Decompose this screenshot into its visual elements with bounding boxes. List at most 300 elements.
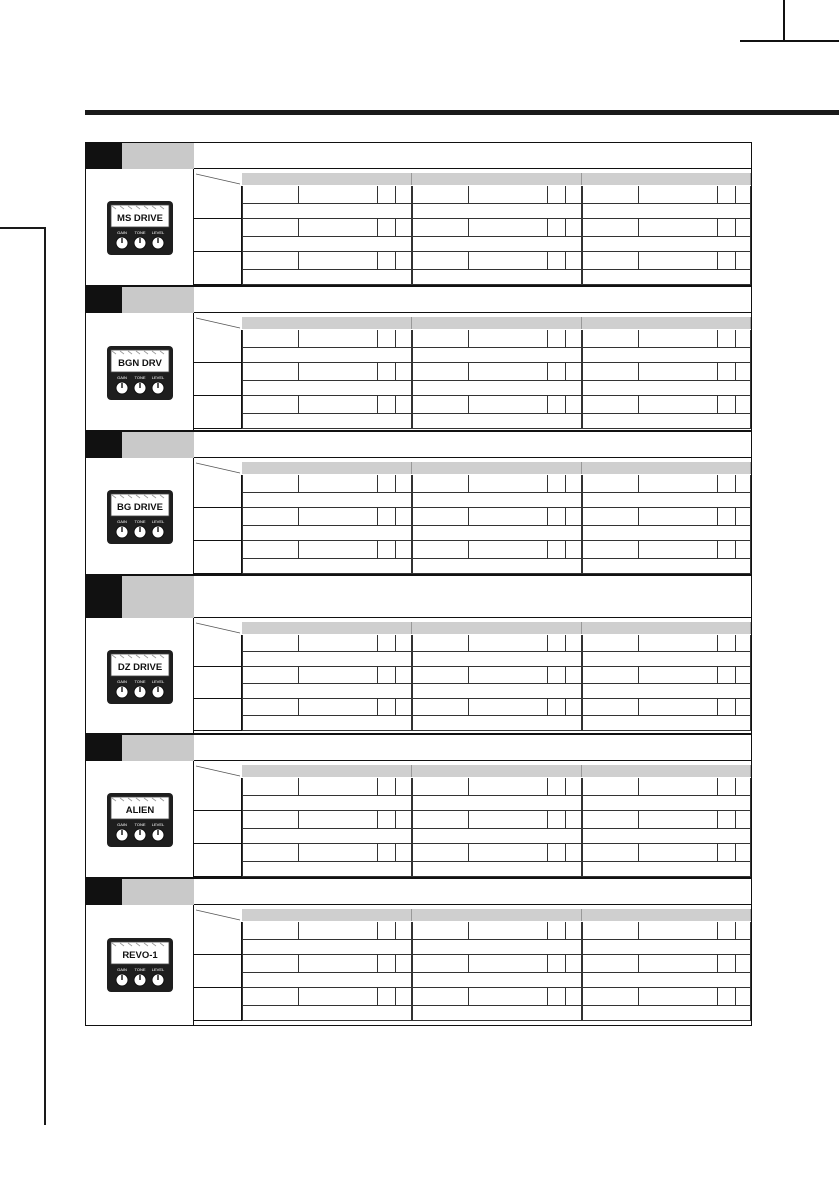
- parameter-row-divider: [242, 507, 751, 508]
- parameter-cell-divider: [377, 219, 378, 236]
- parameter-column-header: [242, 765, 412, 777]
- parameter-cell-divider: [377, 699, 378, 715]
- effect-name: [122, 879, 194, 905]
- pedal-label: ALIEN: [125, 805, 154, 816]
- parameter-cell-divider: [412, 330, 413, 363]
- parameter-cell-divider: [750, 396, 751, 429]
- effect-parameter-table: [85, 142, 752, 1026]
- parameter-cell-divider: [395, 396, 396, 413]
- parameter-subrow-divider: [242, 1005, 751, 1006]
- parameter-cell-divider: [242, 811, 243, 844]
- parameter-cell-divider: [242, 475, 243, 508]
- parameter-cell-divider: [412, 844, 413, 877]
- parameter-cell-divider: [717, 811, 718, 828]
- parameter-cell-divider: [395, 955, 396, 972]
- parameter-cell-divider: [582, 508, 583, 541]
- parameter-cell-divider: [377, 475, 378, 492]
- parameter-cell-divider: [547, 811, 548, 828]
- parameter-cell-divider: [582, 988, 583, 1021]
- parameter-grid: [194, 458, 751, 576]
- effect-pedal-image: [86, 761, 194, 879]
- parameter-row-label: [194, 699, 242, 731]
- parameter-cell-divider: [750, 922, 751, 955]
- parameter-cell-divider: [638, 396, 639, 413]
- parameter-cell-divider: [468, 363, 469, 380]
- parameter-row-label: [194, 219, 242, 252]
- parameter-cell-divider: [377, 844, 378, 861]
- parameter-row-label: [194, 988, 242, 1021]
- parameter-cell-divider: [468, 844, 469, 861]
- parameter-cell-divider: [298, 635, 299, 651]
- parameter-column-header: [242, 173, 412, 185]
- effect-name: [122, 432, 194, 458]
- parameter-cell-divider: [547, 699, 548, 715]
- parameter-row-label: [194, 844, 242, 877]
- parameter-cell-divider: [735, 508, 736, 525]
- parameter-cell-divider: [582, 635, 583, 667]
- bgn-drive-pedal-icon: [106, 345, 174, 401]
- pedal-label: BGN DRV: [117, 357, 162, 369]
- parameter-row-divider: [242, 428, 751, 429]
- parameter-cell-divider: [638, 667, 639, 683]
- parameter-cell-divider: [750, 186, 751, 219]
- parameter-cell-divider: [298, 844, 299, 861]
- parameter-cell-divider: [565, 699, 566, 715]
- parameter-cell-divider: [242, 922, 243, 955]
- parameter-column-header: [412, 765, 582, 777]
- parameter-cell-divider: [750, 699, 751, 731]
- parameter-cell-divider: [547, 922, 548, 939]
- parameter-column-header: [582, 173, 751, 185]
- parameter-subrow-divider: [242, 828, 751, 829]
- parameter-cell-divider: [582, 475, 583, 508]
- parameter-cell-divider: [547, 778, 548, 795]
- parameter-column-header: [582, 765, 751, 777]
- crop-mark-horizontal: [740, 40, 839, 42]
- parameter-cell-divider: [717, 252, 718, 269]
- parameter-row-divider: [242, 954, 751, 955]
- parameter-cell-divider: [638, 922, 639, 939]
- parameter-cell-divider: [412, 396, 413, 429]
- parameter-cell-divider: [638, 363, 639, 380]
- knob-label: TONE: [133, 230, 146, 235]
- parameter-grid: [194, 169, 751, 287]
- parameter-cell-divider: [412, 186, 413, 219]
- parameter-cell-divider: [242, 541, 243, 574]
- parameter-cell-divider: [717, 396, 718, 413]
- parameter-cell-divider: [565, 955, 566, 972]
- parameter-cell-divider: [547, 396, 548, 413]
- parameter-cell-divider: [395, 922, 396, 939]
- parameter-cell-divider: [565, 186, 566, 203]
- grid-corner-cell: [194, 909, 243, 921]
- parameter-row-divider: [242, 987, 751, 988]
- effect-name: [122, 735, 194, 761]
- parameter-cell-divider: [547, 363, 548, 380]
- parameter-cell-divider: [377, 667, 378, 683]
- effect-block: [86, 879, 751, 1025]
- parameter-cell-divider: [750, 508, 751, 541]
- effect-number: [86, 287, 122, 313]
- parameter-cell-divider: [582, 186, 583, 219]
- parameter-cell-divider: [395, 508, 396, 525]
- parameter-cell-divider: [468, 186, 469, 203]
- parameter-cell-divider: [242, 363, 243, 396]
- knob-label: GAIN: [116, 519, 127, 524]
- parameter-cell-divider: [412, 219, 413, 252]
- diagonal-divider-icon: [194, 765, 242, 777]
- parameter-cell-divider: [298, 541, 299, 558]
- parameter-cell-divider: [717, 955, 718, 972]
- parameter-cell-divider: [412, 922, 413, 955]
- parameter-cell-divider: [638, 635, 639, 651]
- parameter-cell-divider: [298, 363, 299, 380]
- parameter-cell-divider: [735, 186, 736, 203]
- parameter-cell-divider: [750, 955, 751, 988]
- parameter-cell-divider: [298, 811, 299, 828]
- parameter-cell-divider: [582, 811, 583, 844]
- parameter-cell-divider: [395, 988, 396, 1005]
- parameter-cell-divider: [638, 955, 639, 972]
- parameter-cell-divider: [242, 955, 243, 988]
- parameter-cell-divider: [735, 778, 736, 795]
- parameter-column-header: [412, 462, 582, 474]
- knob-label: TONE: [133, 678, 146, 684]
- parameter-cell-divider: [377, 922, 378, 939]
- parameter-cell-divider: [298, 955, 299, 972]
- grid-corner-cell: [194, 622, 243, 634]
- parameter-cell-divider: [412, 955, 413, 988]
- parameter-cell-divider: [565, 219, 566, 236]
- parameter-cell-divider: [717, 667, 718, 683]
- parameter-cell-divider: [565, 988, 566, 1005]
- parameter-cell-divider: [638, 844, 639, 861]
- parameter-cell-divider: [242, 186, 243, 219]
- parameter-row-divider: [242, 666, 751, 667]
- parameter-subrow-divider: [242, 236, 751, 237]
- parameter-cell-divider: [547, 988, 548, 1005]
- parameter-cell-divider: [242, 252, 243, 285]
- parameter-cell-divider: [582, 667, 583, 699]
- parameter-cell-divider: [750, 778, 751, 811]
- parameter-cell-divider: [298, 778, 299, 795]
- parameter-cell-divider: [582, 330, 583, 363]
- parameter-cell-divider: [547, 219, 548, 236]
- parameter-row-label: [194, 363, 242, 396]
- parameter-column-header: [242, 909, 412, 921]
- effect-block: [86, 576, 751, 735]
- parameter-cell-divider: [412, 811, 413, 844]
- effect-description: [194, 576, 751, 618]
- parameter-cell-divider: [717, 508, 718, 525]
- parameter-cell-divider: [377, 955, 378, 972]
- effect-number: [86, 879, 122, 905]
- parameter-cell-divider: [395, 330, 396, 347]
- knob-label: LEVEL: [151, 374, 164, 380]
- parameter-cell-divider: [750, 811, 751, 844]
- effect-block: [86, 287, 751, 432]
- grid-corner-cell: [194, 173, 243, 185]
- parameter-cell-divider: [638, 186, 639, 203]
- parameter-cell-divider: [565, 508, 566, 525]
- parameter-cell-divider: [395, 363, 396, 380]
- parameter-cell-divider: [547, 541, 548, 558]
- diagonal-divider-icon: [194, 317, 242, 329]
- parameter-cell-divider: [298, 186, 299, 203]
- parameter-cell-divider: [242, 988, 243, 1021]
- effect-pedal-image: [86, 169, 194, 287]
- parameter-cell-divider: [468, 330, 469, 347]
- parameter-cell-divider: [638, 475, 639, 492]
- parameter-subrow-divider: [242, 525, 751, 526]
- parameter-cell-divider: [735, 635, 736, 651]
- parameter-cell-divider: [395, 844, 396, 861]
- parameter-cell-divider: [395, 699, 396, 715]
- parameter-cell-divider: [735, 363, 736, 380]
- parameter-cell-divider: [468, 635, 469, 651]
- parameter-cell-divider: [298, 475, 299, 492]
- effect-description: [194, 432, 751, 458]
- knob-label: TONE: [133, 967, 146, 972]
- pedal-label: REVO-1: [121, 950, 158, 961]
- knob-label: LEVEL: [151, 678, 164, 684]
- parameter-grid: [194, 761, 751, 879]
- parameter-cell-divider: [717, 219, 718, 236]
- side-tab-cap: [0, 227, 46, 229]
- parameter-cell-divider: [565, 811, 566, 828]
- parameter-column-header: [412, 622, 582, 634]
- parameter-cell-divider: [582, 363, 583, 396]
- parameter-subrow-divider: [242, 380, 751, 381]
- parameter-cell-divider: [582, 541, 583, 574]
- parameter-cell-divider: [735, 330, 736, 347]
- parameter-cell-divider: [565, 541, 566, 558]
- parameter-cell-divider: [242, 219, 243, 252]
- parameter-cell-divider: [468, 988, 469, 1005]
- parameter-cell-divider: [377, 811, 378, 828]
- parameter-cell-divider: [735, 922, 736, 939]
- parameter-column-header: [582, 622, 751, 634]
- parameter-cell-divider: [750, 363, 751, 396]
- parameter-cell-divider: [735, 219, 736, 236]
- parameter-cell-divider: [412, 699, 413, 731]
- parameter-cell-divider: [735, 252, 736, 269]
- parameter-cell-divider: [377, 330, 378, 347]
- diagonal-divider-icon: [194, 622, 242, 634]
- parameter-subrow-divider: [242, 651, 751, 652]
- knob-label: TONE: [133, 374, 146, 380]
- parameter-cell-divider: [468, 508, 469, 525]
- parameter-cell-divider: [638, 508, 639, 525]
- parameter-cell-divider: [468, 252, 469, 269]
- parameter-cell-divider: [377, 186, 378, 203]
- parameter-cell-divider: [298, 667, 299, 683]
- parameter-row-label: [194, 508, 242, 541]
- parameter-subrow-divider: [242, 715, 751, 716]
- parameter-cell-divider: [412, 988, 413, 1021]
- parameter-cell-divider: [565, 475, 566, 492]
- parameter-cell-divider: [638, 219, 639, 236]
- parameter-cell-divider: [242, 330, 243, 363]
- parameter-cell-divider: [717, 922, 718, 939]
- effect-number: [86, 143, 122, 169]
- side-tab-rule: [44, 227, 46, 1125]
- parameter-cell-divider: [750, 475, 751, 508]
- parameter-cell-divider: [735, 475, 736, 492]
- parameter-cell-divider: [565, 330, 566, 347]
- parameter-column-header: [582, 462, 751, 474]
- parameter-cell-divider: [717, 475, 718, 492]
- effect-pedal-image: [86, 905, 194, 1025]
- parameter-cell-divider: [750, 252, 751, 285]
- parameter-row-label: [194, 475, 242, 508]
- parameter-cell-divider: [412, 475, 413, 508]
- parameter-cell-divider: [377, 252, 378, 269]
- knob-label: LEVEL: [151, 967, 164, 972]
- parameter-cell-divider: [717, 699, 718, 715]
- parameter-cell-divider: [735, 844, 736, 861]
- parameter-cell-divider: [717, 363, 718, 380]
- parameter-cell-divider: [735, 667, 736, 683]
- parameter-cell-divider: [468, 396, 469, 413]
- parameter-cell-divider: [242, 699, 243, 731]
- parameter-cell-divider: [377, 541, 378, 558]
- grid-corner-cell: [194, 462, 243, 474]
- parameter-row-divider: [242, 1020, 751, 1021]
- parameter-cell-divider: [395, 811, 396, 828]
- parameter-cell-divider: [547, 635, 548, 651]
- parameter-column-header: [242, 462, 412, 474]
- knob-label: TONE: [133, 519, 146, 524]
- effect-pedal-image: [86, 618, 194, 735]
- parameter-cell-divider: [412, 252, 413, 285]
- parameter-subrow-divider: [242, 269, 751, 270]
- knob-label: LEVEL: [151, 230, 164, 235]
- parameter-row-label: [194, 186, 242, 219]
- parameter-cell-divider: [565, 396, 566, 413]
- parameter-cell-divider: [395, 252, 396, 269]
- parameter-cell-divider: [638, 778, 639, 795]
- parameter-cell-divider: [735, 988, 736, 1005]
- parameter-cell-divider: [547, 475, 548, 492]
- parameter-row-label: [194, 541, 242, 574]
- parameter-cell-divider: [717, 330, 718, 347]
- knob-label: TONE: [133, 822, 146, 827]
- parameter-cell-divider: [638, 541, 639, 558]
- parameter-row-label: [194, 922, 242, 955]
- parameter-grid: [194, 905, 751, 1025]
- parameter-cell-divider: [412, 635, 413, 667]
- parameter-cell-divider: [395, 635, 396, 651]
- effect-block: [86, 432, 751, 576]
- parameter-cell-divider: [735, 396, 736, 413]
- parameter-cell-divider: [468, 955, 469, 972]
- parameter-cell-divider: [638, 330, 639, 347]
- parameter-row-divider: [242, 218, 751, 219]
- parameter-cell-divider: [412, 778, 413, 811]
- parameter-cell-divider: [735, 541, 736, 558]
- parameter-subrow-divider: [242, 203, 751, 204]
- parameter-row-label: [194, 778, 242, 811]
- parameter-cell-divider: [565, 667, 566, 683]
- parameter-cell-divider: [468, 541, 469, 558]
- parameter-subrow-divider: [242, 972, 751, 973]
- parameter-cell-divider: [377, 988, 378, 1005]
- parameter-cell-divider: [565, 363, 566, 380]
- knob-label: LEVEL: [151, 822, 164, 827]
- parameter-cell-divider: [377, 635, 378, 651]
- parameter-cell-divider: [547, 252, 548, 269]
- parameter-cell-divider: [582, 396, 583, 429]
- parameter-row-divider: [242, 395, 751, 396]
- revo-1-pedal-icon: [106, 937, 174, 993]
- parameter-cell-divider: [547, 186, 548, 203]
- parameter-cell-divider: [395, 778, 396, 795]
- parameter-cell-divider: [412, 363, 413, 396]
- pedal-label: DZ DRIVE: [117, 661, 162, 673]
- parameter-cell-divider: [242, 844, 243, 877]
- parameter-subrow-divider: [242, 939, 751, 940]
- parameter-cell-divider: [395, 219, 396, 236]
- diagonal-divider-icon: [194, 173, 242, 185]
- parameter-cell-divider: [582, 252, 583, 285]
- effect-pedal-image: [86, 458, 194, 576]
- parameter-column-header: [582, 909, 751, 921]
- diagonal-divider-icon: [194, 462, 242, 474]
- knob-label: LEVEL: [151, 519, 164, 524]
- parameter-row-divider: [242, 251, 751, 252]
- parameter-cell-divider: [298, 508, 299, 525]
- parameter-cell-divider: [717, 778, 718, 795]
- grid-corner-cell: [194, 765, 243, 777]
- ms-drive-pedal-icon: [106, 200, 174, 256]
- effect-number: [86, 576, 122, 618]
- parameter-cell-divider: [638, 252, 639, 269]
- parameter-cell-divider: [735, 955, 736, 972]
- parameter-cell-divider: [717, 844, 718, 861]
- parameter-cell-divider: [242, 635, 243, 667]
- parameter-column-header: [412, 317, 582, 329]
- parameter-cell-divider: [582, 219, 583, 252]
- parameter-cell-divider: [395, 186, 396, 203]
- parameter-cell-divider: [717, 541, 718, 558]
- parameter-cell-divider: [298, 396, 299, 413]
- effect-block: [86, 143, 751, 287]
- parameter-cell-divider: [242, 778, 243, 811]
- parameter-subrow-divider: [242, 492, 751, 493]
- parameter-column-header: [242, 622, 412, 634]
- parameter-cell-divider: [547, 667, 548, 683]
- parameter-cell-divider: [638, 699, 639, 715]
- parameter-cell-divider: [565, 844, 566, 861]
- parameter-subrow-divider: [242, 683, 751, 684]
- parameter-cell-divider: [242, 396, 243, 429]
- parameter-row-divider: [242, 362, 751, 363]
- parameter-cell-divider: [750, 219, 751, 252]
- effect-description: [194, 735, 751, 761]
- parameter-row-divider: [242, 843, 751, 844]
- parameter-row-divider: [242, 540, 751, 541]
- parameter-cell-divider: [750, 844, 751, 877]
- parameter-grid: [194, 618, 751, 735]
- parameter-cell-divider: [717, 988, 718, 1005]
- alien-pedal-icon: [106, 792, 174, 848]
- parameter-cell-divider: [547, 508, 548, 525]
- parameter-cell-divider: [750, 541, 751, 574]
- parameter-column-header: [412, 173, 582, 185]
- parameter-cell-divider: [468, 811, 469, 828]
- parameter-cell-divider: [717, 186, 718, 203]
